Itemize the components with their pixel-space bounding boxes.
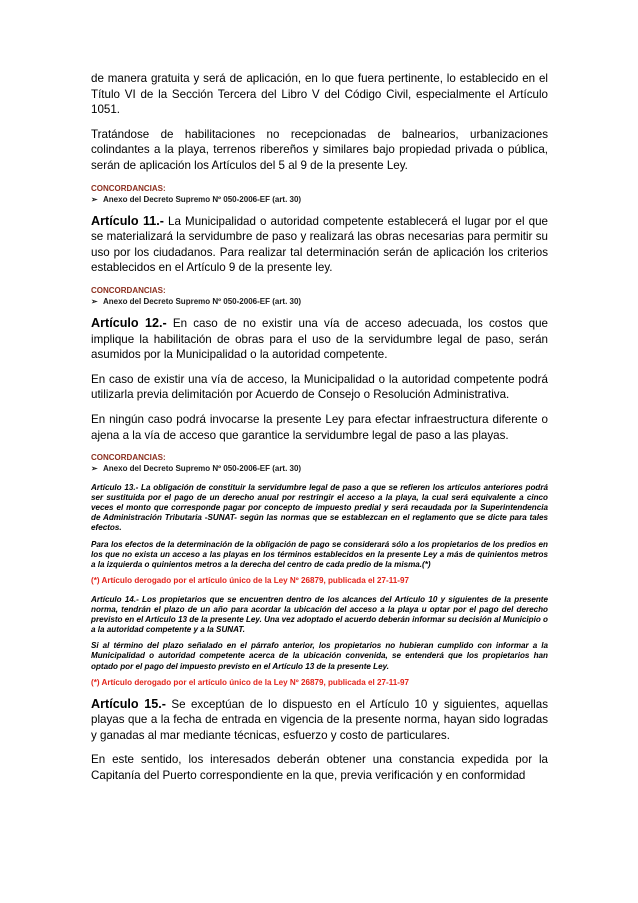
concordancias-item: [91, 463, 548, 474]
article-11-text: La Municipalidad o autoridad competente establecerá el lugar por el que se materializará la servidumbre de paso y realizará las obras necesarias para permitir su uso por los ciudadanos. Para realizar tal determinación serán de aplicación los criterios establecidos en el Artículo 9 de la presente ley.: [91, 214, 548, 275]
article-13-paragraph-2: Para los efectos de la determinación de la obligación de pago se considerará sólo a los propietarios de los predios en los que no exista un acceso a las playas en los términos establecidos en la presente Ley a más de quinientos metros a la izquierda o quinientos metros a la derecha del centro de cada predio de la misma.(*): [91, 539, 548, 569]
concordancias-item-text: Anexo del Decreto Supremo Nº 050-2006-EF (art. 30): [103, 464, 302, 474]
article-12: [91, 316, 548, 363]
concordancias-label: CONCORDANCIAS:: [91, 285, 166, 295]
article-12-paragraph-3: En ningún caso podrá invocarse la presente Ley para efectar infraestructura diferente o ajena a la vía de acceso que garantice la servidumbre legal de paso a las playas.: [91, 412, 548, 442]
article-12-paragraph-2: En caso de existir una vía de acceso, la Municipalidad o la autoridad competente podrá utilizarla previa delimitación por Acuerdo de Consejo o Resolución Administrativa.: [91, 372, 548, 402]
article-15-paragraph-2: En este sentido, los interesados deberán obtener una constancia expedida por la Capitanía del Puerto correspondiente en la que, previa verificación y en conformidad: [91, 753, 548, 783]
article-15-text: Se exceptúan de lo dispuesto en el Artículo 10 y siguientes, aquellas playas que a la fecha de entrada en vigencia de la presente norma, hayan sido logradas y ganadas al mar mediante técnicas, esfuerzo y costo de particulares.: [91, 697, 548, 742]
article-11-title: Artículo 11.-: [91, 213, 164, 228]
article-14-paragraph-1: Artículo 14.- Los propietarios que se encuentren dentro de los alcances del Artículo 10 y siguientes de la presente norma, tendrán el plazo de un año para acordar la ubicación del acceso a la playa u optar por el pago del derecho previsto en el Artículo 13 de la presente Ley. Una vez adoptado el acuerdo deberán informar su decisión al Municipio o a la autoridad competente y a la SUNAT.: [91, 594, 548, 635]
concordancias-item-text: Anexo del Decreto Supremo Nº 050-2006-EF (art. 30): [103, 296, 302, 306]
arrow-bullet-icon: ➢: [91, 464, 98, 474]
article-12-title: Artículo 12.-: [91, 315, 167, 330]
article-14-derogation-note: (*) Artículo derogado por el artículo único de la Ley Nº 26879, publicada el 27-11-97: [91, 677, 409, 687]
concordancias-label: CONCORDANCIAS:: [91, 183, 166, 193]
document-body: [91, 71, 548, 784]
paragraph-continuation: de manera gratuita y será de aplicación, en lo que fuera pertinente, lo establecido en el Título VI de la Sección Tercera del Libro V del Código Civil, especialmente el Artículo 1051.: [91, 72, 548, 117]
concordancias-item: [91, 296, 548, 307]
article-15-title: Artículo 15.-: [91, 696, 166, 711]
paragraph-habilitaciones: Tratándose de habilitaciones no recepcionadas de balnearios, urbanizaciones colindantes a la playa, terrenos ribereños y similares bajo propiedad privada o pública, serán de aplicación los Artículos del 5 al 9 de la presente Ley.: [91, 127, 548, 172]
article-14-paragraph-2: Si al término del plazo señalado en el párrafo anterior, los propietarios no hubieran cumplido con informar a la Municipalidad o autoridad competente acerca de la ubicación convenida, se entenderá que los propietarios han optado por el pago del impuesto previsto en el Artículo 13 de la presente Ley.: [91, 641, 548, 671]
concordancias-label: CONCORDANCIAS:: [91, 453, 166, 463]
article-13-derogation-note: (*) Artículo derogado por el artículo único de la Ley Nº 26879, publicada el 27-11-97: [91, 575, 409, 585]
concordancias-item-text: Anexo del Decreto Supremo Nº 050-2006-EF (art. 30): [103, 194, 302, 204]
arrow-bullet-icon: ➢: [91, 296, 98, 306]
article-15: [91, 697, 548, 744]
concordancias-item: [91, 194, 548, 205]
arrow-bullet-icon: ➢: [91, 194, 98, 204]
article-13-paragraph-1: Artículo 13.- La obligación de constituir la servidumbre legal de paso a que se refieren los artículos anteriores podrá ser sustituida por el pago de un derecho anual por restringir el acceso a la playa, la cual será equivalente a cinco veces el monto que corresponde pagar por concepto de impuesto predial y será recaudada por la Superintendencia de Administración Tributaria -SUNAT- según las normas que se establezcan en el reglamento que se dicte para tales efectos.: [91, 483, 548, 533]
article-12-text: En caso de no existir una vía de acceso adecuada, los costos que implique la habilitación de obras para el uso de la servidumbre legal de paso, serán asumidos por la Municipalidad o la autoridad competente.: [91, 316, 548, 362]
article-11: [91, 214, 548, 276]
